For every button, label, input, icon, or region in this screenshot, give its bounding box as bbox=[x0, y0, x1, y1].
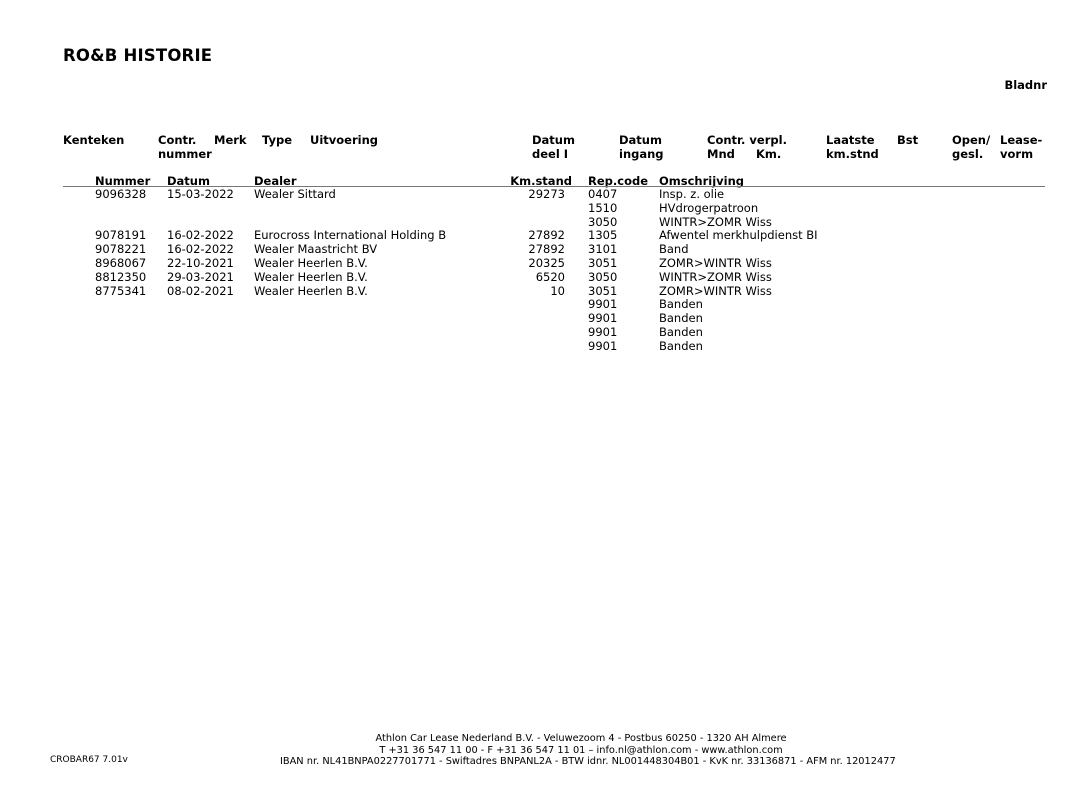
header-datum-ingang bbox=[619, 134, 664, 161]
repair-code: 3101 bbox=[588, 242, 618, 257]
record-nummer: 8812350 bbox=[95, 269, 147, 284]
col-datum: Datum bbox=[167, 174, 210, 188]
col-dealer: Dealer bbox=[254, 174, 297, 188]
repair-code: 0407 bbox=[588, 187, 618, 201]
header-contr-verpl-km: Km. bbox=[756, 146, 782, 161]
repair-description: HVdrogerpatroon bbox=[659, 200, 759, 215]
col-omschrijving: Omschrijving bbox=[659, 174, 745, 188]
record-km: 27892 bbox=[528, 242, 565, 257]
repair-description: Banden bbox=[659, 311, 703, 326]
repair-code: 1305 bbox=[588, 228, 618, 243]
record-dealer: Wealer Heerlen B.V. bbox=[254, 283, 368, 298]
header-laatste-line2: km.stnd bbox=[826, 146, 879, 161]
page-title: RO&B HISTORIE bbox=[63, 46, 213, 65]
header-datum-deel-line1: Datum bbox=[532, 133, 575, 147]
record-dealer: Wealer Heerlen B.V. bbox=[254, 256, 368, 270]
header-contr-line2: nummer bbox=[158, 146, 212, 161]
record-nummer: 9078221 bbox=[95, 242, 147, 257]
record-km: 27892 bbox=[528, 228, 565, 243]
repair-description: ZOMR>WINTR Wiss bbox=[659, 256, 772, 270]
repair-description: Afwentel merkhulpdienst BI bbox=[659, 228, 818, 243]
footer-address: Athlon Car Lease Nederland B.V. - Veluwezoom 4 - Postbus 60250 - 1320 AH Almere bbox=[375, 733, 787, 744]
record-datum: 22-10-2021 bbox=[167, 256, 234, 270]
record-nummer: 8968067 bbox=[95, 256, 147, 270]
record-km: 10 bbox=[550, 283, 565, 298]
header-contr-verpl: Contr. verpl. bbox=[707, 133, 787, 147]
header-contr bbox=[158, 134, 212, 161]
repair-description: ZOMR>WINTR Wiss bbox=[659, 283, 772, 298]
footer-bank-details: IBAN nr. NL41BNPA0227701771 - Swiftadres BNPANL2A - BTW idnr. NL001448304B01 - KvK nr. 33136871 - AFM nr. 12012477 bbox=[280, 756, 896, 767]
header-contr-verpl-mnd: Mnd bbox=[707, 146, 735, 161]
record-datum: 29-03-2021 bbox=[167, 269, 234, 284]
header-datum-deel bbox=[532, 134, 575, 161]
record-datum: 16-02-2022 bbox=[167, 242, 234, 257]
header-open-gesl bbox=[952, 134, 990, 161]
repair-code: 9901 bbox=[588, 338, 618, 353]
repair-description: Banden bbox=[659, 297, 703, 312]
record-nummer: 9096328 bbox=[95, 187, 147, 201]
footer-contact: T +31 36 547 11 00 - F +31 36 547 11 01 – info.nl@athlon.com - www.athlon.com bbox=[379, 744, 783, 756]
repair-code: 3051 bbox=[588, 283, 618, 298]
record-nummer: 8775341 bbox=[95, 283, 147, 298]
header-lease-vorm bbox=[1000, 134, 1042, 161]
col-repcode: Rep.code bbox=[588, 174, 649, 188]
record-dealer: Wealer Maastricht BV bbox=[254, 242, 378, 257]
repair-code: 3050 bbox=[588, 214, 618, 229]
record-dealer: Wealer Sittard bbox=[254, 187, 336, 201]
record-dealer: Eurocross International Holding B bbox=[254, 228, 447, 243]
repair-code: 3051 bbox=[588, 256, 618, 270]
repair-code: 3050 bbox=[588, 269, 618, 284]
header-type: Type bbox=[262, 133, 293, 147]
repair-code: 9901 bbox=[588, 325, 618, 339]
header-uitvoering: Uitvoering bbox=[310, 133, 379, 147]
repair-description: Band bbox=[659, 242, 689, 257]
col-kmstand: Km.stand bbox=[510, 174, 572, 188]
page-number-label: Bladnr bbox=[1004, 78, 1047, 92]
record-datum: 08-02-2021 bbox=[167, 283, 234, 298]
header-open-line1: Open/ bbox=[952, 133, 991, 147]
header-bst: Bst bbox=[897, 133, 919, 147]
repair-code: 1510 bbox=[588, 200, 618, 215]
header-datum-ingang-line1: Datum bbox=[619, 133, 662, 147]
record-nummer: 9078191 bbox=[95, 228, 147, 243]
repair-code: 9901 bbox=[588, 297, 618, 312]
repair-description: Banden bbox=[659, 325, 703, 339]
repair-description: WINTR>ZOMR Wiss bbox=[659, 269, 772, 284]
form-code: CROBAR67 7.01v bbox=[50, 755, 128, 765]
record-km: 29273 bbox=[528, 187, 565, 201]
repair-code: 9901 bbox=[588, 311, 618, 326]
header-merk: Merk bbox=[214, 133, 247, 147]
col-nummer: Nummer bbox=[95, 174, 151, 188]
repair-description: Banden bbox=[659, 338, 703, 353]
header-kenteken: Kenteken bbox=[63, 133, 125, 147]
repair-description: Insp. z. olie bbox=[659, 187, 725, 201]
header-datum-deel-line2: deel I bbox=[532, 146, 569, 161]
header-laatste-kmstnd bbox=[826, 134, 879, 161]
repair-description: WINTR>ZOMR Wiss bbox=[659, 214, 772, 229]
header-lease-line2: vorm bbox=[1000, 146, 1034, 161]
record-dealer: Wealer Heerlen B.V. bbox=[254, 269, 368, 284]
record-km: 6520 bbox=[535, 269, 565, 284]
header-laatste-line1: Laatste bbox=[826, 133, 875, 147]
record-datum: 16-02-2022 bbox=[167, 228, 234, 243]
header-contr-line1: Contr. bbox=[158, 133, 197, 147]
record-datum: 15-03-2022 bbox=[167, 187, 234, 201]
record-km: 20325 bbox=[528, 256, 565, 270]
header-datum-ingang-line2: ingang bbox=[619, 146, 664, 161]
header-open-line2: gesl. bbox=[952, 146, 984, 161]
header-lease-line1: Lease- bbox=[1000, 133, 1043, 147]
